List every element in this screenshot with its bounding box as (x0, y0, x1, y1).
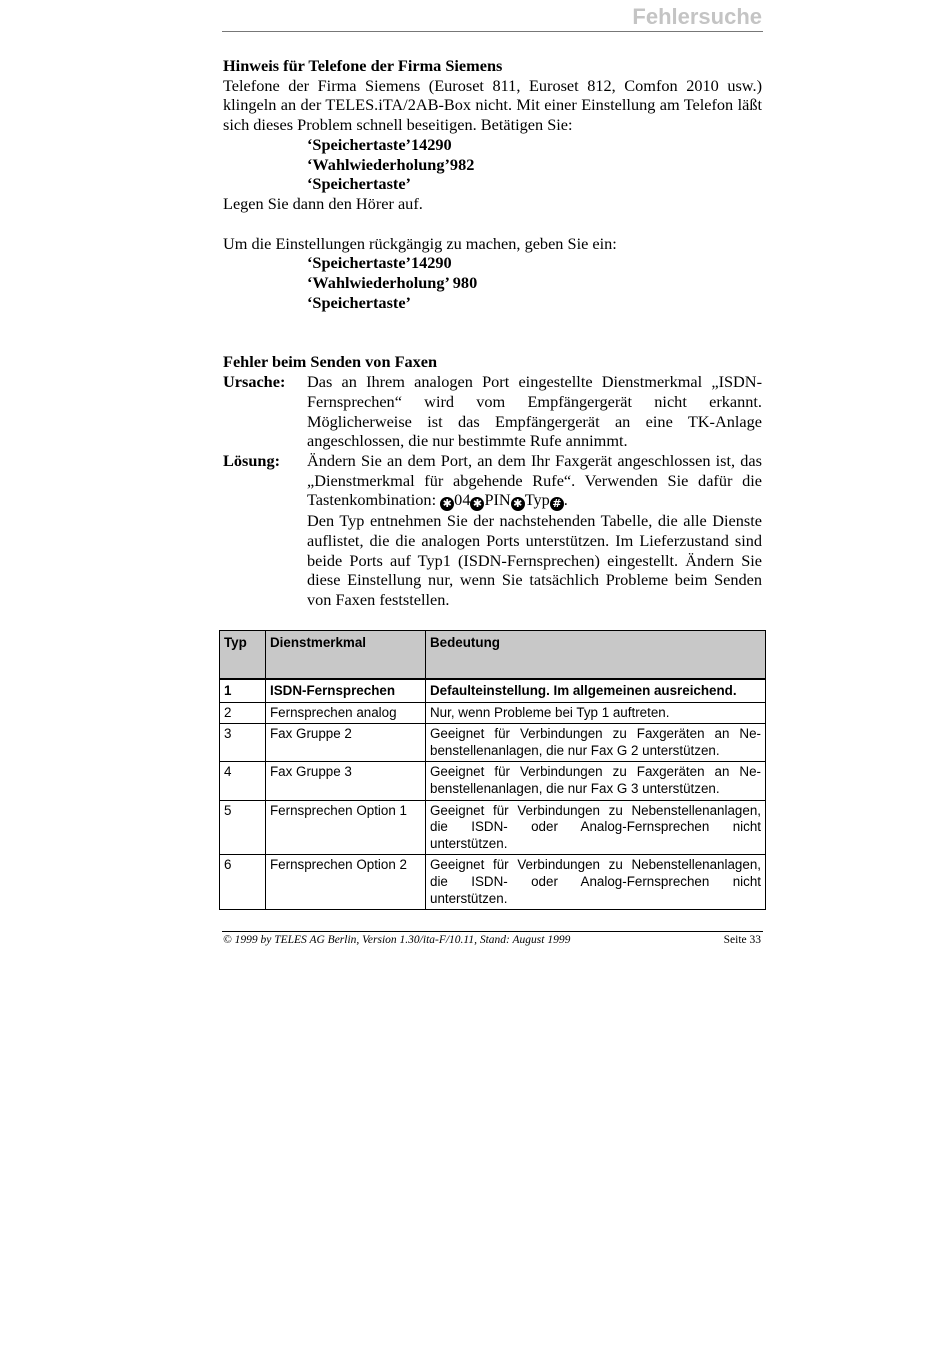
table-cell: 4 (220, 762, 266, 800)
star-key-icon: ✱ (440, 497, 454, 511)
undo-code-line: ‘Wahlwiederholung’ 980 (307, 273, 478, 293)
table-cell: Nur, wenn Probleme bei Typ 1 auftreten. (426, 702, 766, 724)
siemens-paragraph: Telefone der Firma Siemens (Euroset 811, Euroset 812, Comfon 2010 usw.) klingeln an der TELES.iTA/2AB-Box nicht. Mit einer Einstellung am Telefon läßt sich dieses Problem schnell beseitigen. Betätigen Sie: (223, 75, 762, 135)
table-row (220, 724, 766, 762)
table-cell: Fernsprechen Option 2 (266, 855, 426, 910)
table-cell: 6 (220, 855, 266, 910)
table-cell: ISDN-Fernsprechen (266, 679, 426, 702)
table-header: Typ (220, 631, 266, 674)
solution-label: Lösung: (223, 450, 281, 470)
table-cell: Fax Gruppe 2 (266, 724, 426, 762)
table-header: Bedeutung (426, 631, 766, 674)
key-part: PIN (484, 490, 511, 510)
cause-solution-list (223, 372, 762, 610)
star-key-icon: ✱ (511, 497, 525, 511)
undo-code-line: ‘Speichertaste’ (307, 292, 411, 312)
table-cell: Fernsprechen Option 1 (266, 800, 426, 855)
table-cell: Geeignet für Verbindungen zu Faxgeräten an Ne-benstellenanlagen, die nur Fax G 3 unterstützen. (426, 762, 766, 800)
table-cell: Geeignet für Verbindungen zu Nebenstellenanlagen, die ISDN- oder Analog-Fernsprechen nicht unterstützen. (426, 855, 766, 910)
table-cell: Geeignet für Verbindungen zu Nebenstellenanlagen, die ISDN- oder Analog-Fernsprechen nicht unterstützen. (426, 800, 766, 855)
footer-divider (222, 931, 763, 932)
table-cell: 5 (220, 800, 266, 855)
table-row (220, 800, 766, 855)
footer-page-number: Seite 33 (723, 934, 761, 946)
solution-text (307, 451, 762, 511)
key-combo-prefix: Tastenkombination: (307, 490, 441, 510)
section-heading-fax: Fehler beim Senden von Faxen (223, 352, 438, 372)
cause-text: Das an Ihrem analogen Port eingestellte Dienstmerkmal „ISDN-Fernsprechen“ wird vom Empfängergerät nicht erkannt. Möglicherweise ist das Empfängergerät an eine TK-Anlage angeschlossen, die nur bestimmte Rufe annimmt. (307, 372, 762, 451)
header-divider (222, 31, 763, 32)
footer-copyright: © 1999 by TELES AG Berlin, Version 1.30/ita-F/10.11, Stand: August 1999 (223, 934, 571, 946)
page-content (223, 56, 762, 610)
table-row (220, 702, 766, 724)
table-cell: Defaulteinstellung. Im allgemeinen ausreichend. (426, 679, 766, 702)
table-row (220, 762, 766, 800)
solution-text-main: Ändern Sie an dem Port, an dem Ihr Faxgerät angeschlossen ist, das „Dienstmerkmal für abgehende Rufe“. Verwenden Sie dafür die (307, 450, 762, 490)
page-header-title: Fehlersuche (632, 4, 762, 29)
table-row (220, 679, 766, 702)
table-cell: Fax Gruppe 3 (266, 762, 426, 800)
code-line: ‘Speichertaste’ (307, 174, 411, 194)
table-header-row (220, 631, 766, 674)
key-end: . (563, 490, 568, 510)
table-cell: 1 (220, 679, 266, 702)
undo-code-line: ‘Speichertaste’14290 (307, 253, 452, 273)
table-cell: 3 (220, 724, 266, 762)
hang-up-instruction: Legen Sie dann den Hörer auf. (223, 193, 423, 213)
code-line: ‘Wahlwiederholung’982 (307, 154, 475, 174)
section-heading-siemens: Hinweis für Telefone der Firma Siemens (223, 56, 503, 75)
table-cell: Geeignet für Verbindungen zu Faxgeräten an Ne-benstellenanlagen, die nur Fax G 2 unterstützen. (426, 724, 766, 762)
star-key-icon: ✱ (470, 497, 484, 511)
solution-text-2: Den Typ entnehmen Sie der nachstehenden Tabelle, die alle Dienste auflistet, die die analogen Ports unterstützen. Im Lieferzustand sind beide Ports auf Typ1 (ISDN-Fernsprechen) eingestellt. Ändern Sie diese Einstellung nur, wenn Sie tatsächlich Probleme beim Senden von Faxen feststellen. (307, 511, 762, 610)
table-cell: 2 (220, 702, 266, 724)
table-row (220, 855, 766, 910)
service-type-table (219, 630, 766, 910)
table-header: Dienstmerkmal (266, 631, 426, 674)
key-part: Typ (524, 490, 550, 510)
table-cell: Fernsprechen analog (266, 702, 426, 724)
code-line: ‘Speichertaste’14290 (307, 134, 452, 154)
key-part: 04 (454, 490, 471, 510)
hash-key-icon: # (550, 497, 564, 511)
cause-label: Ursache: (223, 372, 286, 392)
undo-intro: Um die Einstellungen rückgängig zu machen, geben Sie ein: (223, 233, 617, 253)
